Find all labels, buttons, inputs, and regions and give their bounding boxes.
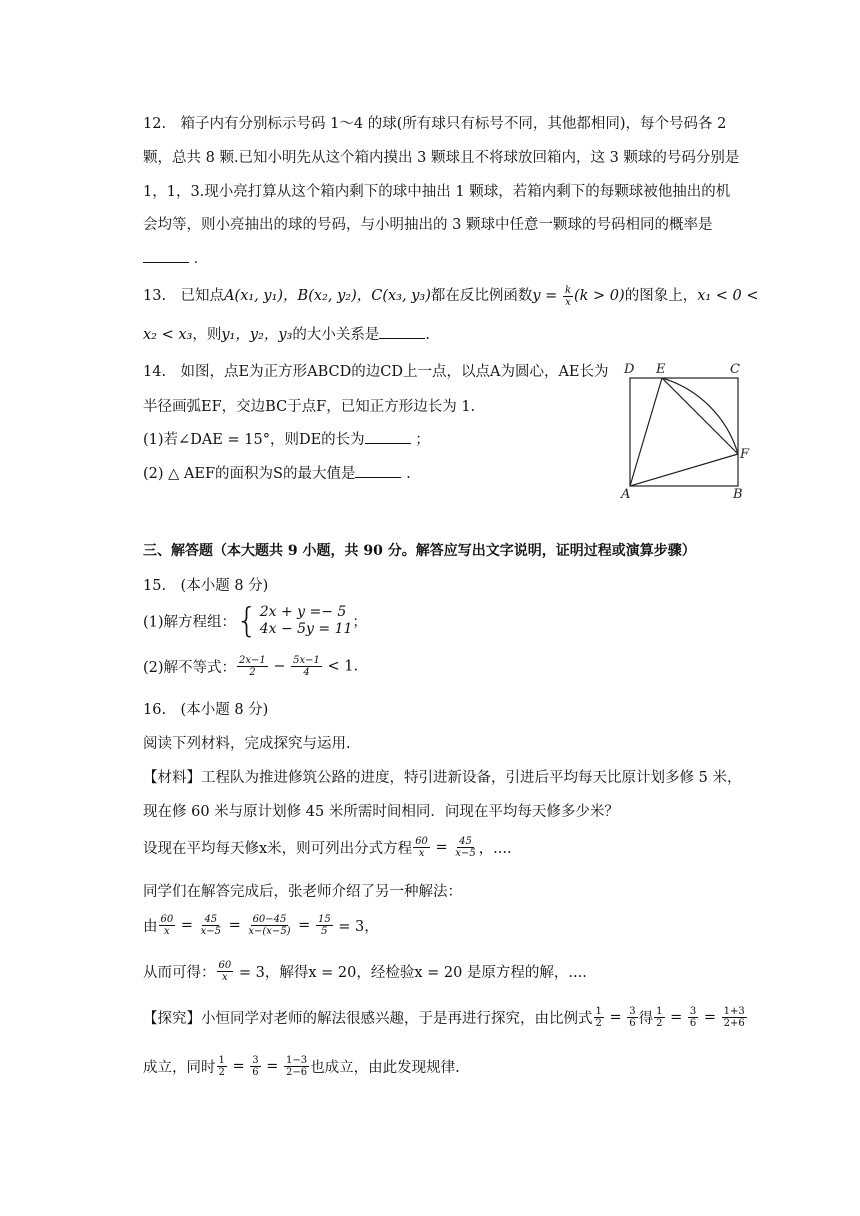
q13-lead: 13. 已知点 (143, 288, 225, 304)
equation-1: 2x + y =− 5 (259, 604, 347, 620)
q16-intro: 阅读下列材料，完成探究与运用. (143, 736, 351, 752)
label-C: C (730, 362, 740, 377)
q13-func-y: y = (532, 288, 562, 304)
label-E: E (656, 362, 666, 377)
q16-explore-2: 成立，同时 $\frac{1}{2}$ = $\frac{3}{6}$ = $\frac{1-3}{2-6}$ 也成立，由此发现规律. (143, 1055, 460, 1078)
q15-head: 15. (本小题 8 分) (143, 578, 269, 594)
q14-part1: (1)若∠DAE = 15°，则DE的长为 ； (143, 432, 430, 448)
equation-2: 4x − 5y = 11 (259, 621, 353, 637)
q12-line4: 会均等，则小亮抽出的球的号码，与小明抽出的 3 颗球中任意一颗球的号码相同的概率是 (143, 217, 713, 233)
q16-explore-1: 【探究】小恒同学对老师的解法很感兴趣，于是再进行探究，由比例式 $\frac{1}{2}$ = $\frac{3}{6}$ 得 $\frac{1}{2}$ = $\frac{3}{6}$ = $\frac{1+3}{2+6}$ (143, 1006, 745, 1029)
q15-part2: (2)解不等式： $\frac{2x-1}{2}$ − $\frac{5x-1}{4}$ < 1. (143, 655, 359, 678)
q14-line1: 14. 如图，点E为正方形ABCD的边CD上一点，以点A为圆心，AE长为 (143, 364, 609, 380)
label-F: F (740, 447, 750, 462)
q13-text2: 的图象上， (624, 288, 698, 304)
answer-blank[interactable] (355, 465, 401, 478)
section-heading: 三、解答题（本大题共 9 小题，共 90 分。解答应写出文字说明，证明过程或演算步骤） (143, 543, 696, 559)
label-D: D (624, 362, 635, 377)
answer-blank[interactable] (379, 326, 425, 339)
q16-result: 从而可得： $\frac{60}{x}$ = 3，解得x = 20，经检验x = 20 是原方程的解，.... (143, 960, 587, 983)
q16-material-1: 【材料】工程队为推进修筑公路的进度，特引进新设备，引进后平均每天比原计划多修 5 米， (143, 770, 742, 786)
q13-ys: y₁，y₂，y₃ (221, 327, 293, 343)
label-A: A (621, 487, 631, 500)
q12-line2: 颗，总共 8 颗.已知小明先从这个箱内摸出 3 颗球且不将球放回箱内，这 3 颗球的号码分别是 (143, 150, 740, 166)
q13-fraction: $\frac{k}{x}$ (564, 284, 571, 308)
q13-line2: x₂ < x₃，则y₁，y₂，y₃的大小关系是 . (143, 327, 430, 343)
q15-part1: (1)解方程组： { 2x + y =− 5 4x − 5y = 11 ； (143, 601, 367, 641)
q16-material-2: 现在修 60 米与原计划修 45 米所需时间相同．问现在平均每天修多少米？ (143, 804, 619, 820)
q13-func-cond: (k > 0) (574, 288, 625, 304)
square-figure (620, 360, 760, 500)
q16-head: 16. (本小题 8 分) (143, 702, 269, 718)
label-B: B (733, 487, 743, 500)
q13-points: A(x₁, y₁)，B(x₂, y₂)，C(x₃, y₃) (224, 288, 431, 304)
q16-chain: 由 $\frac{60}{x}$ = $\frac{45}{x-5}$ = $\frac{60-45}{x-(x-5)}$ = $\frac{15}{5}$ = 3， (143, 914, 379, 937)
q12-line3: 1，1，3.现小亮打算从这个箱内剩下的球中抽出 1 颗球，若箱内剩下的每颗球被他抽出的机 (143, 184, 731, 200)
q14-line2: 半径画弧EF，交边BC于点F，已知正方形边长为 1. (143, 399, 476, 415)
q16-setup: 设现在平均每天修x米，则可列出分式方程 $\frac{60}{x}$ = $\frac{45}{x-5}$ ，.... (143, 836, 512, 859)
q13-text: 都在反比例函数 (430, 288, 533, 304)
q13-ineq2: x₂ < x₃ (143, 327, 193, 343)
q16-method: 同学们在解答完成后，张老师介绍了另一种解法： (143, 884, 462, 900)
q14-part2: (2) △ AEF的面积为S的最大值是 . (143, 466, 411, 482)
equation-system: { 2x + y =− 5 4x − 5y = 11 (236, 601, 353, 641)
q12-period: ． (189, 251, 209, 267)
q13-line1 (143, 284, 759, 308)
q12-line5 (143, 247, 208, 268)
answer-blank[interactable] (365, 431, 411, 444)
answer-blank[interactable] (143, 250, 189, 263)
q13-ineq: x₁ < 0 < (697, 288, 759, 304)
q12-line1: 12. 箱子内有分别标示号码 1～4 的球(所有球只有标号不同，其他都相同)，每个号码各 2 (143, 116, 727, 132)
